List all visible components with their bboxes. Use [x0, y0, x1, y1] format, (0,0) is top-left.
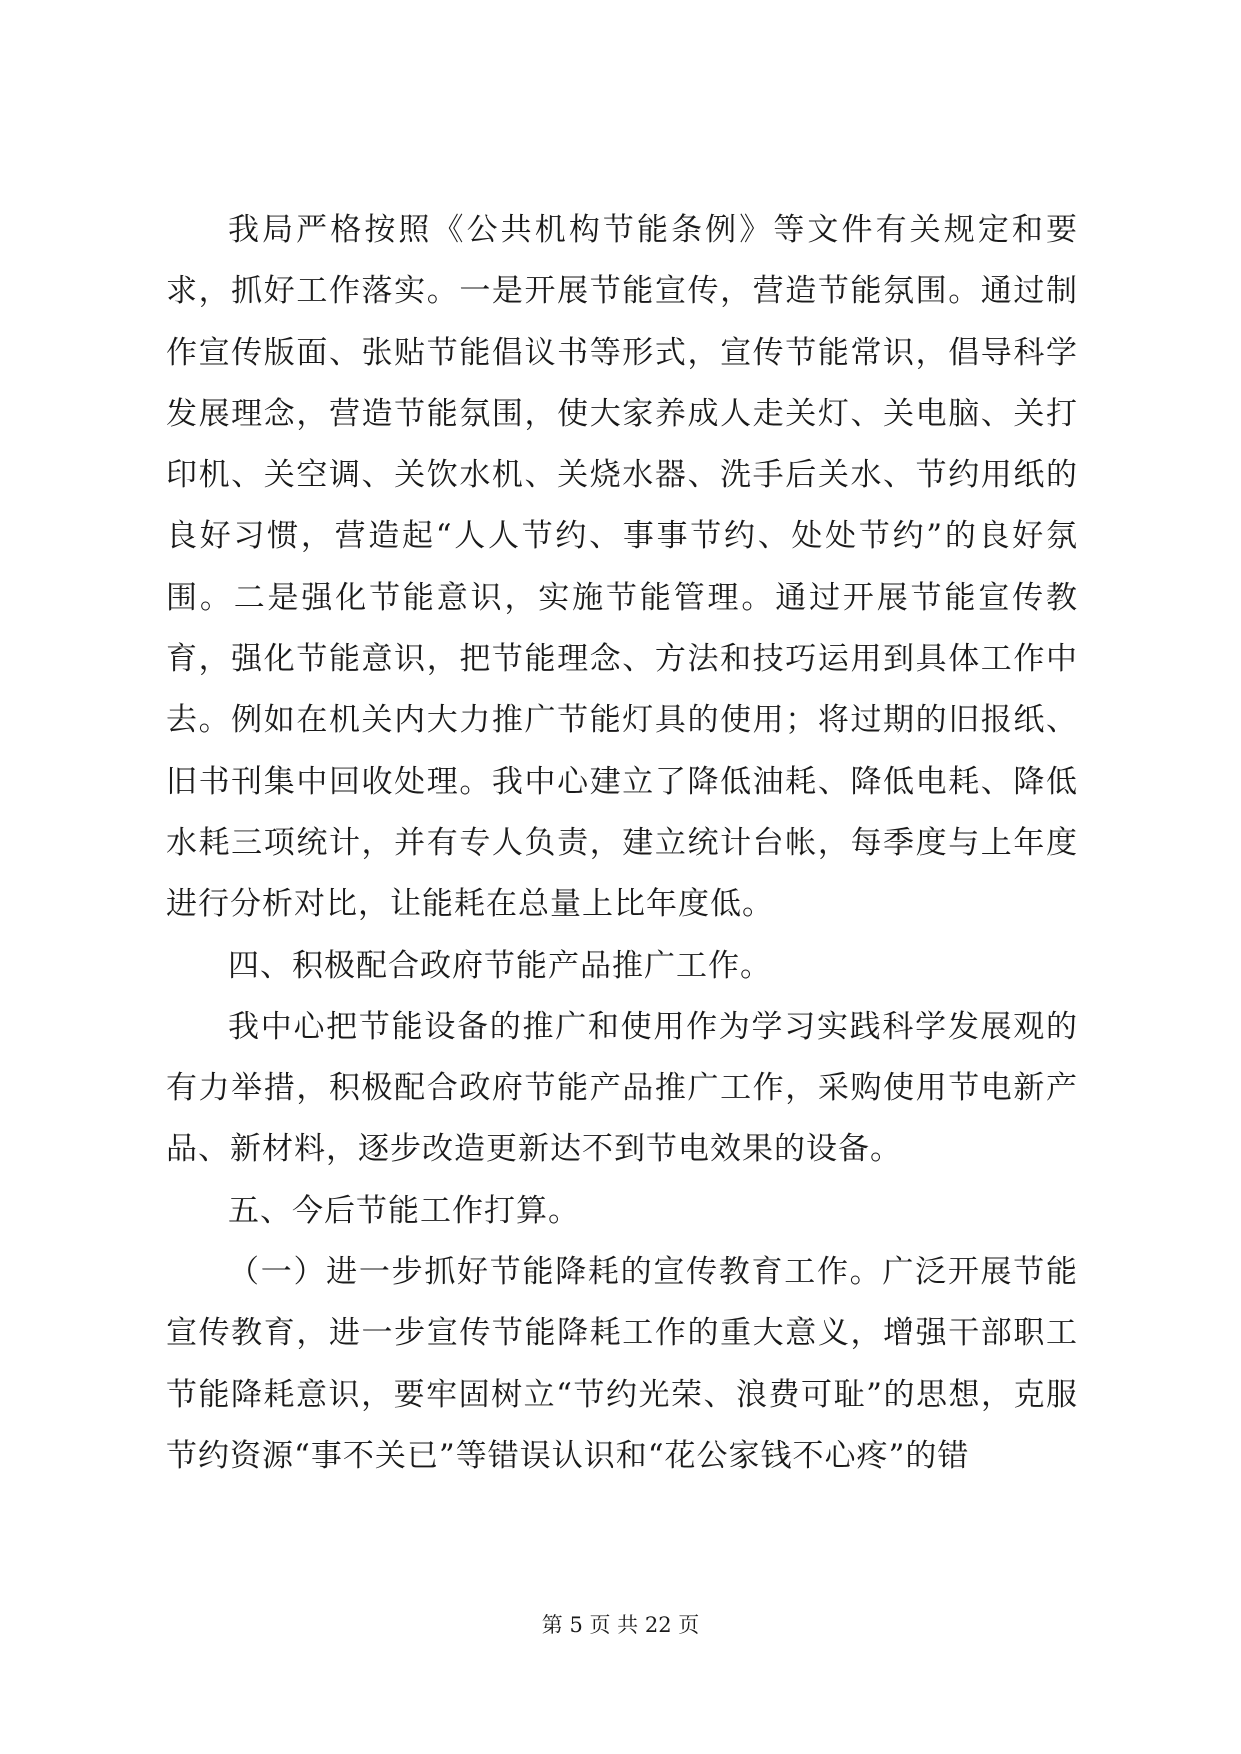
paragraph-future-plan-1: （一）进一步抓好节能降耗的宣传教育工作。广泛开展节能宣传教育，进一步宣传节能降耗工作的重大意义，增强干部职工节能降耗意识，要牢固树立“节约光荣、浪费可耻”的思想，克服节约资源“事不关已”等错误认识和“花公家钱不心疼”的错 — [166, 1254, 1078, 1474]
page-footer — [0, 1610, 1241, 1640]
paragraph-energy-saving-measures: 我局严格按照《公共机构节能条例》等文件有关规定和要求，抓好工作落实。一是开展节能宣传，营造节能氛围。通过制作宣传版面、张贴节能倡议书等形式，宣传节能常识，倡导科学发展理念，营造节能氛围，使大家养成人走关灯、关电脑、关打印机、关空调、关饮水机、关烧水器、洗手后关水、节约用纸的良好习惯，营造起“人人节约、事事节约、处处节约”的良好氛围。二是强化节能意识，实施节能管理。通过开展节能宣传教育，强化节能意识，把节能理念、方法和技巧运用到具体工作中去。例如在机关内大力推广节能灯具的使用；将过期的旧报纸、旧书刊集中回收处理。我中心建立了降低油耗、降低电耗、降低水耗三项统计，并有专人负责，建立统计台帐，每季度与上年度进行分析对比，让能耗在总量上比年度低。 — [166, 212, 1078, 923]
page-number: 第 5 页 共 22 页 — [541, 1613, 700, 1637]
section-heading-4: 四、积极配合政府节能产品推广工作。 — [228, 947, 772, 984]
paragraph-product-promotion: 我中心把节能设备的推广和使用作为学习实践科学发展观的有力举措，积极配合政府节能产品推广工作，采购使用节电新产品、新材料，逐步改造更新达不到节电效果的设备。 — [166, 1008, 1078, 1168]
body-text — [166, 200, 1078, 1487]
section-heading-5: 五、今后节能工作打算。 — [228, 1192, 580, 1229]
